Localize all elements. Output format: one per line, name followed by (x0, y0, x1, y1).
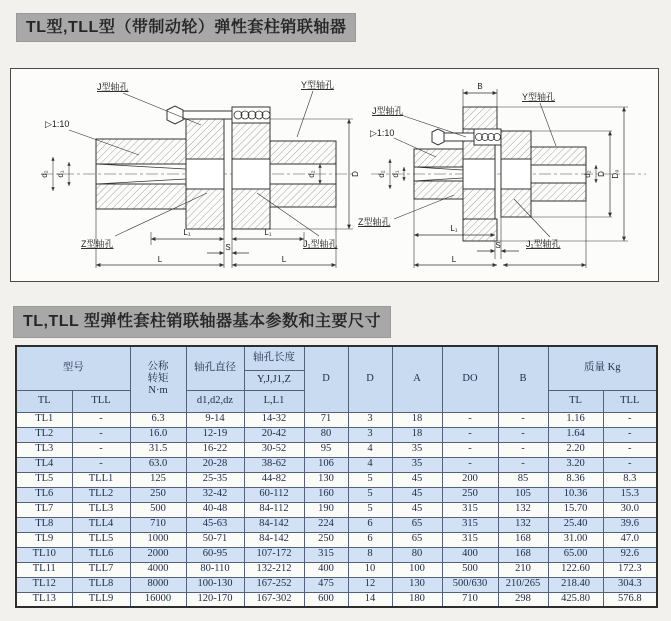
table-cell: 107-172 (244, 547, 304, 562)
table-cell: 190 (304, 502, 348, 517)
table-cell: 167-252 (244, 577, 304, 592)
table-cell: 5 (348, 487, 392, 502)
table-cell: 8.3 (603, 472, 657, 487)
table-cell: - (498, 412, 548, 427)
table-cell: 250 (304, 532, 348, 547)
table-cell: 80 (392, 547, 442, 562)
header-model: 型号 (16, 346, 130, 390)
label-j-bore-left-view: J型轴孔 (97, 82, 129, 92)
table-cell: - (603, 412, 657, 427)
table-cell: 3 (348, 412, 392, 427)
table-cell: 16000 (130, 592, 186, 607)
table-cell: 315 (442, 517, 498, 532)
table-cell: - (603, 427, 657, 442)
table-cell: 160 (304, 487, 348, 502)
table-cell: 425.80 (548, 592, 603, 607)
table-cell: 15.70 (548, 502, 603, 517)
header-bore-length-sub1: Y,J,J1,Z (244, 370, 304, 390)
table-cell: 32-42 (186, 487, 244, 502)
table-row (16, 472, 657, 487)
table-cell: 298 (498, 592, 548, 607)
table-cell: TL13 (16, 592, 72, 607)
table-cell: 500 (130, 502, 186, 517)
table-cell: 224 (304, 517, 348, 532)
tll-section-view (371, 89, 646, 268)
table-cell: 18 (392, 427, 442, 442)
label-z-bore-right-view: Z型轴孔 (358, 217, 391, 227)
table-cell: TL3 (16, 442, 72, 457)
dim-L-2: L (451, 255, 457, 264)
table-cell: 84-142 (244, 532, 304, 547)
dim-d2-right-2: d₂ (583, 170, 592, 178)
table-row (16, 487, 657, 502)
table-title: TL,TLL 型弹性套柱销联轴器基本参数和主要尺寸 (14, 307, 390, 337)
table-cell: TL6 (16, 487, 72, 502)
dim-S-2: S (495, 241, 501, 250)
table-cell: 5 (348, 472, 392, 487)
label-taper-left-view: ▷1:10 (45, 119, 70, 129)
table-cell: TL10 (16, 547, 72, 562)
table-cell: 60-95 (186, 547, 244, 562)
table-cell: 31.5 (130, 442, 186, 457)
header-b: B (498, 346, 548, 412)
table-cell: 168 (498, 547, 548, 562)
header-model-tll: TLL (72, 390, 130, 412)
dim-d2-left: d₂ (40, 170, 49, 178)
table-cell: 172.3 (603, 562, 657, 577)
table-cell: TLL5 (72, 532, 130, 547)
label-j1-bore-right-view: J₁型轴孔 (526, 239, 561, 249)
table-cell: TLL7 (72, 562, 130, 577)
dim-D-2: D (597, 171, 606, 177)
dim-d2-left-2: d₂ (377, 170, 386, 178)
dim-L1-right: L₁ (264, 228, 272, 237)
table-row (16, 517, 657, 532)
table-cell: 40-48 (186, 502, 244, 517)
table-cell: 10 (348, 562, 392, 577)
table-cell: TL7 (16, 502, 72, 517)
table-header (16, 346, 657, 412)
header-torque-line2: 转矩 (147, 373, 169, 385)
dim-D: D (351, 171, 360, 177)
table-cell: 250 (130, 487, 186, 502)
table-cell: 315 (442, 502, 498, 517)
table-cell: 31.00 (548, 532, 603, 547)
label-j-bore-right-view: J型轴孔 (372, 106, 404, 116)
table-cell: 125 (130, 472, 186, 487)
table-cell: 92.6 (603, 547, 657, 562)
table-cell: TLL8 (72, 577, 130, 592)
table-cell: 168 (498, 532, 548, 547)
table-cell: - (442, 427, 498, 442)
table-cell: 84-142 (244, 517, 304, 532)
table-cell: TL4 (16, 457, 72, 472)
header-bore-diameter-sub: d1,d2,dz (186, 390, 244, 412)
table-cell: 71 (304, 412, 348, 427)
table-cell: TLL4 (72, 517, 130, 532)
table-cell: 95 (304, 442, 348, 457)
table-cell: 20-28 (186, 457, 244, 472)
header-mass-tl: TL (548, 390, 603, 412)
table-row (16, 562, 657, 577)
table-cell: 167-302 (244, 592, 304, 607)
table-cell: 304.3 (603, 577, 657, 592)
table-cell: - (72, 457, 130, 472)
table-cell: TL9 (16, 532, 72, 547)
table-cell: 1000 (130, 532, 186, 547)
table-row (16, 592, 657, 607)
dim-L-left: L (157, 255, 163, 264)
table-cell: 39.6 (603, 517, 657, 532)
table-cell: 45 (392, 502, 442, 517)
table-cell: 44-82 (244, 472, 304, 487)
dim-S: S (225, 243, 231, 252)
table-cell: 500/630 (442, 577, 498, 592)
table-cell: 65.00 (548, 547, 603, 562)
table-cell: 120-170 (186, 592, 244, 607)
table-cell: - (498, 457, 548, 472)
table-cell: 100 (392, 562, 442, 577)
drawing-panel (10, 68, 659, 282)
spec-table (15, 345, 658, 608)
header-do: DO (442, 346, 498, 412)
table-cell: 3 (348, 427, 392, 442)
table-row (16, 457, 657, 472)
table-cell: 30.0 (603, 502, 657, 517)
table-row (16, 502, 657, 517)
table-body (16, 412, 657, 607)
table-cell: - (442, 442, 498, 457)
table-cell: TLL9 (72, 592, 130, 607)
table-cell: 400 (304, 562, 348, 577)
table-cell: 710 (442, 592, 498, 607)
dim-L1-2: L₁ (450, 224, 458, 233)
table-cell: - (603, 442, 657, 457)
table-cell: 130 (304, 472, 348, 487)
header-torque-line1: 公称 (147, 361, 169, 373)
table-cell: 9-14 (186, 412, 244, 427)
table-cell: 84-112 (244, 502, 304, 517)
table-cell: 3.20 (548, 457, 603, 472)
table-cell: 710 (130, 517, 186, 532)
label-y-bore-right-view: Y型轴孔 (522, 92, 556, 102)
table-cell: 16-22 (186, 442, 244, 457)
dim-L-right: L (281, 255, 287, 264)
label-taper-right-view: ▷1:10 (370, 128, 395, 138)
table-cell: 475 (304, 577, 348, 592)
dim-B: B (477, 82, 483, 91)
table-cell: 250 (442, 487, 498, 502)
table-row (16, 412, 657, 427)
dim-L1-left: L₁ (183, 228, 191, 237)
table-cell: 200 (442, 472, 498, 487)
table-cell: 180 (392, 592, 442, 607)
table-cell: 25.40 (548, 517, 603, 532)
table-cell: TL1 (16, 412, 72, 427)
header-mass-tll: TLL (603, 390, 657, 412)
table-cell: 20-42 (244, 427, 304, 442)
table-cell: 8 (348, 547, 392, 562)
table-cell: - (498, 442, 548, 457)
table-cell: TLL3 (72, 502, 130, 517)
header-bore-length: 轴孔长度 (244, 346, 304, 370)
table-cell: 5 (348, 502, 392, 517)
table-cell: 38-62 (244, 457, 304, 472)
table-cell: - (72, 442, 130, 457)
table-cell: 2.20 (548, 442, 603, 457)
table-cell: TL2 (16, 427, 72, 442)
page-title: TL型,TLL型（带制动轮）弹性套柱销联轴器 (17, 14, 355, 41)
table-cell: 12-19 (186, 427, 244, 442)
table-cell: 600 (304, 592, 348, 607)
table-cell: 14 (348, 592, 392, 607)
table-cell: - (72, 427, 130, 442)
table-cell: 6.3 (130, 412, 186, 427)
table-cell: 105 (498, 487, 548, 502)
table-cell: 65 (392, 532, 442, 547)
table-cell: 63.0 (130, 457, 186, 472)
table-cell: TL11 (16, 562, 72, 577)
table-cell: 85 (498, 472, 548, 487)
table-cell: 8.36 (548, 472, 603, 487)
table-cell: 35 (392, 442, 442, 457)
table-cell: 18 (392, 412, 442, 427)
table-cell: 100-130 (186, 577, 244, 592)
label-z-bore-left-view: Z型轴孔 (81, 239, 114, 249)
header-torque-line3: N·m (148, 385, 168, 397)
table-cell: 4 (348, 457, 392, 472)
table-cell: 122.60 (548, 562, 603, 577)
table-cell: 30-52 (244, 442, 304, 457)
table-cell: 47.0 (603, 532, 657, 547)
coupling-drawing (11, 69, 658, 281)
table-cell: 106 (304, 457, 348, 472)
dim-Do: D₀ (611, 169, 620, 179)
table-cell: 12 (348, 577, 392, 592)
table-cell: 500 (442, 562, 498, 577)
table-cell: 45 (392, 472, 442, 487)
table-cell: 132 (498, 517, 548, 532)
dim-d1-2: d₁ (391, 170, 400, 178)
table-cell: 132 (498, 502, 548, 517)
table-cell: 576.8 (603, 592, 657, 607)
table-cell: 14-32 (244, 412, 304, 427)
table-cell: - (442, 412, 498, 427)
table-cell: 10.36 (548, 487, 603, 502)
table-cell: TLL2 (72, 487, 130, 502)
table-cell: 4000 (130, 562, 186, 577)
table-cell: TLL1 (72, 472, 130, 487)
table-cell: 60-112 (244, 487, 304, 502)
table-cell: 1.16 (548, 412, 603, 427)
dim-d1: d₁ (56, 170, 65, 178)
table-cell: TL8 (16, 517, 72, 532)
table-row (16, 442, 657, 457)
label-y-bore-left-view: Y型轴孔 (301, 80, 335, 90)
dim-d2-right: d₂ (307, 170, 316, 178)
table-cell: 15.3 (603, 487, 657, 502)
table-cell: 16.0 (130, 427, 186, 442)
table-cell: - (442, 457, 498, 472)
table-cell: - (72, 412, 130, 427)
table-cell: 35 (392, 457, 442, 472)
table-cell: 80 (304, 427, 348, 442)
header-torque (130, 346, 186, 412)
table-cell: 80-110 (186, 562, 244, 577)
table-row (16, 577, 657, 592)
table-cell: TL5 (16, 472, 72, 487)
header-bore-length-sub2: L,L1 (244, 390, 304, 412)
table-cell: - (603, 457, 657, 472)
table-cell: 6 (348, 532, 392, 547)
table-row (16, 547, 657, 562)
table-cell: 2000 (130, 547, 186, 562)
header-d: D (304, 346, 348, 412)
table-cell: 1.64 (548, 427, 603, 442)
header-mass: 质量 Kg (548, 346, 657, 390)
table-cell: 210 (498, 562, 548, 577)
table-cell: 45 (392, 487, 442, 502)
table-cell: 65 (392, 517, 442, 532)
table-cell: 132-212 (244, 562, 304, 577)
header-bore-diameter: 轴孔直径 (186, 346, 244, 390)
table-cell: 400 (442, 547, 498, 562)
table-cell: 25-35 (186, 472, 244, 487)
table-cell: 6 (348, 517, 392, 532)
table-cell: 4 (348, 442, 392, 457)
table-cell: - (498, 427, 548, 442)
table-cell: 45-63 (186, 517, 244, 532)
table-cell: TL12 (16, 577, 72, 592)
header-d-second: D (348, 346, 392, 412)
table-cell: 218.40 (548, 577, 603, 592)
table-cell: 130 (392, 577, 442, 592)
label-j1-bore-left-view: J₁型轴孔 (303, 239, 338, 249)
table-cell: TLL6 (72, 547, 130, 562)
table-cell: 50-71 (186, 532, 244, 547)
table-cell: 210/265 (498, 577, 548, 592)
header-a: A (392, 346, 442, 412)
table-row (16, 532, 657, 547)
header-model-tl: TL (16, 390, 72, 412)
table-row (16, 427, 657, 442)
table-cell: 315 (442, 532, 498, 547)
table-cell: 8000 (130, 577, 186, 592)
table-cell: 315 (304, 547, 348, 562)
